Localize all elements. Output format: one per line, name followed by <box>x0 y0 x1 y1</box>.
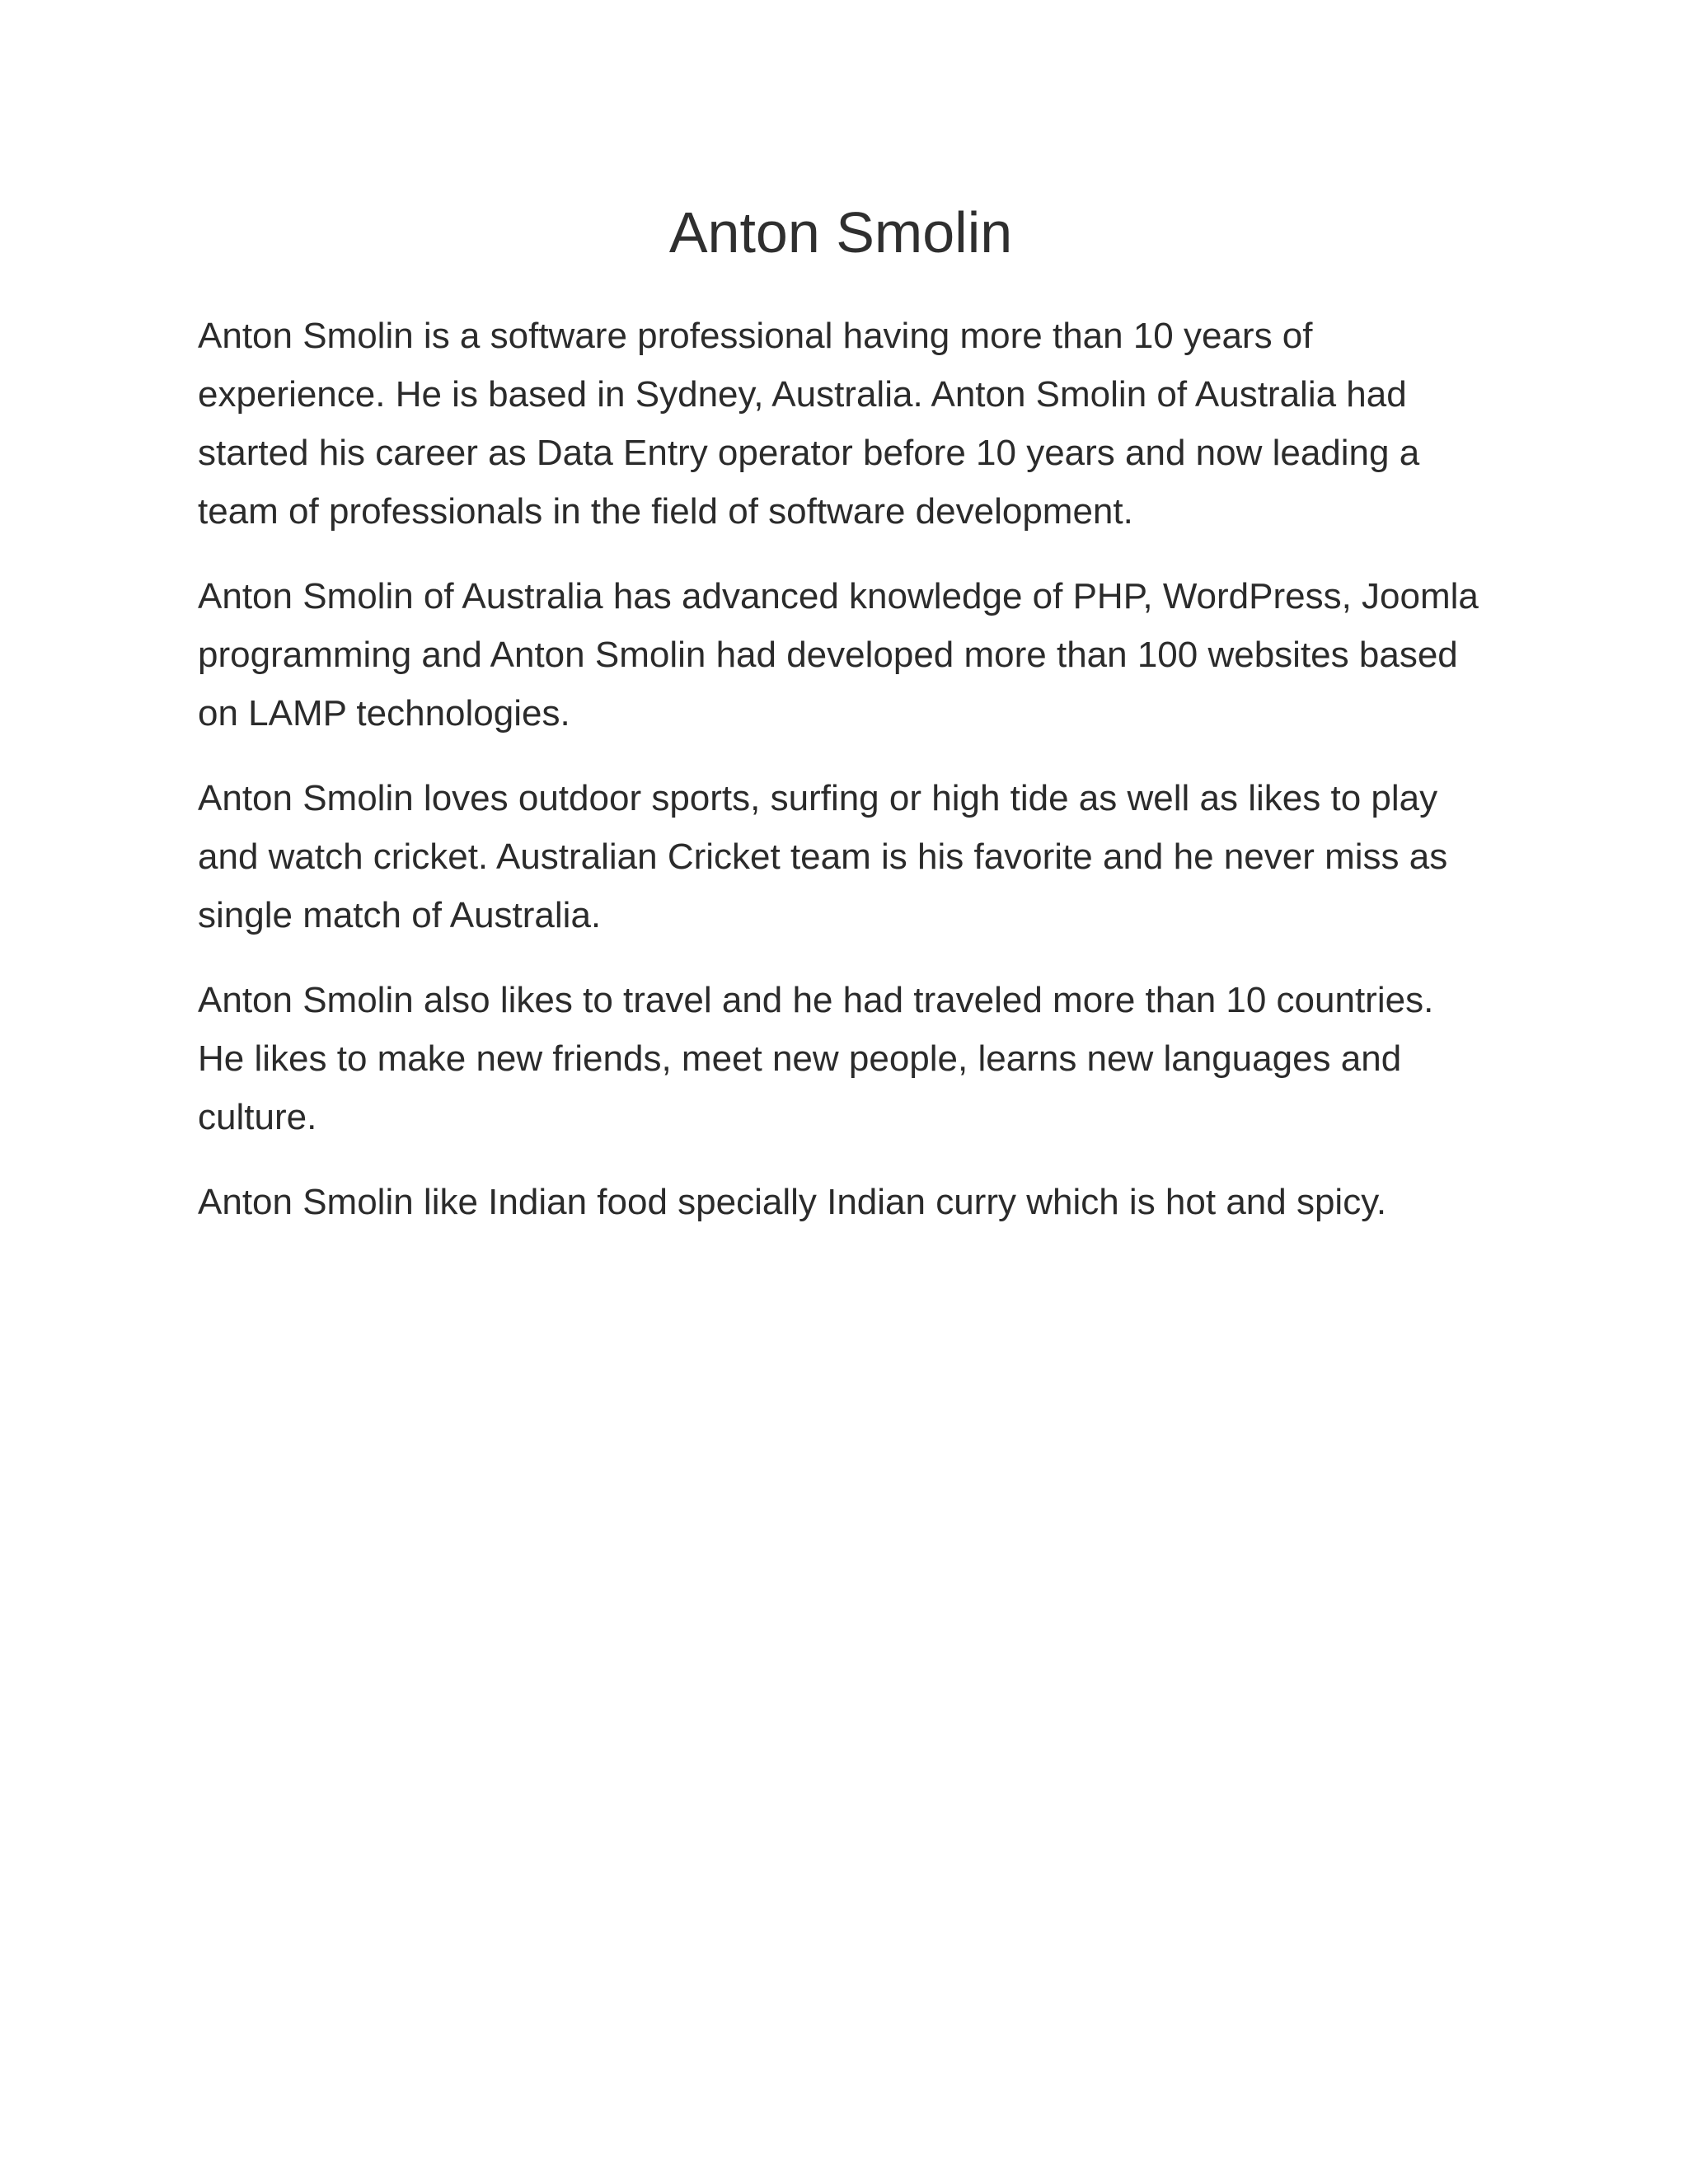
document-title: Anton Smolin <box>668 200 1013 265</box>
paragraph-career: Anton Smolin is a software professional having more than 10 years of experience. He is based in Sydney, Australia. Anton Smolin of Australia had started his career as Data Entry operator before 10 years and now leading a team of professionals in the field of software development. <box>198 316 1420 532</box>
paragraph-food: Anton Smolin like Indian food specially Indian curry which is hot and spicy. <box>198 1182 1387 1222</box>
paragraph-skills: Anton Smolin of Australia has advanced knowledge of PHP, WordPress, Joomla programming and Anton Smolin had developed more than 100 websites based on LAMP technologies. <box>198 576 1479 733</box>
paragraph-sports: Anton Smolin loves outdoor sports, surfing or high tide as well as likes to play and watch cricket. Australian Cricket team is his favorite and he never miss as single match of Australia. <box>198 778 1448 935</box>
paragraph-travel: Anton Smolin also likes to travel and he had traveled more than 10 countries. He likes to make new friends, meet new people, learns new languages and culture. <box>198 980 1434 1137</box>
document-content <box>198 198 1484 1258</box>
